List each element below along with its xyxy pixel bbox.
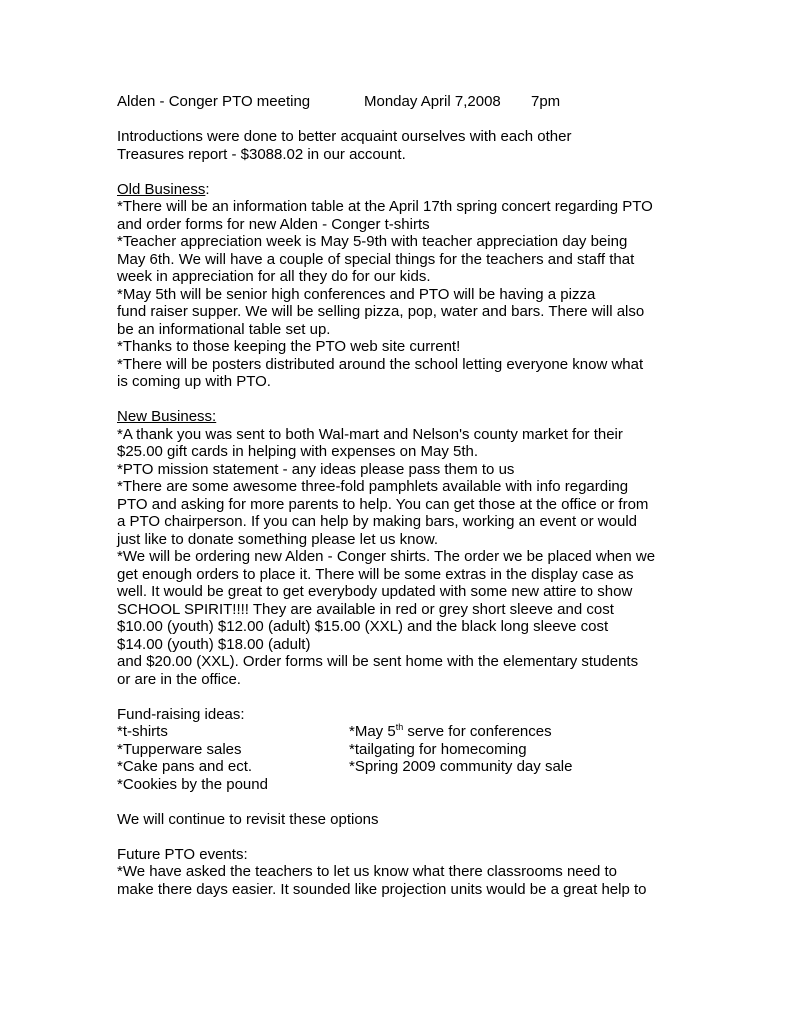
fundraising-idea: *t-shirts [117,723,168,740]
old-business-line: *There will be posters distributed around the school letting everyone know what [117,355,644,373]
fundraising-idea-part: serve for conferences [403,723,552,740]
new-business-line: *PTO mission statement - any ideas please pass them to us [117,460,515,478]
treasurer-report: Treasures report - $3088.02 in our account. [117,145,406,163]
fundraising-idea: *Cake pans and ect. [117,758,253,775]
ordinal-suffix: th [395,722,404,732]
old-business-heading [117,181,687,199]
fundraising-row [117,758,687,776]
revisit-note: We will continue to revisit these options [117,810,379,828]
old-business-line: be an informational table set up. [117,320,331,338]
old-business-line: fund raiser supper. We will be selling pizza, pop, water and bars. There will also [117,303,645,320]
fundraising-idea: *Cookies by the pound [117,775,268,793]
fundraising-idea: *Tupperware sales [117,740,242,758]
new-business-line: and $20.00 (XXL). Order forms will be sent home with the elementary students [117,653,639,670]
future-events-heading: Future PTO events: [117,845,248,863]
meeting-minutes [117,93,687,898]
old-business-line: *There will be an information table at the April 17th spring concert regarding PTO [117,198,653,215]
old-business-line: *Teacher appreciation week is May 5-9th with teacher appreciation day being [117,233,628,250]
new-business-line: *A thank you was sent to both Wal-mart and Nelson's county market for their [117,425,623,443]
old-business-line: and order forms for new Alden - Conger t-shirts [117,215,430,233]
future-events-line: make there days easier. It sounded like projection units would be a great help to [117,880,647,898]
new-business-line: or are in the office. [117,670,241,688]
old-business-heading-colon: : [205,180,210,198]
new-business-line: PTO and asking for more parents to help. You can get those at the office or from [117,495,649,513]
meeting-title: Alden - Conger PTO meeting [117,93,311,110]
fundraising-row [117,723,687,741]
new-business-line: $25.00 gift cards in helping with expenses on May 5th. [117,443,479,460]
old-business-line: May 6th. We will have a couple of special things for the teachers and staff that [117,250,635,268]
meeting-date: Monday April 7,2008 [364,93,501,110]
old-business-line: week in appreciation for all they do for our kids. [117,268,431,285]
old-business-heading-text: Old Business [117,180,206,198]
new-business-line: well. It would be great to get everybody updated with some new attire to show [117,583,633,600]
fundraising-idea-part: *May 5 [349,723,396,740]
fundraising-ideas-list [117,723,687,793]
fundraising-heading: Fund-raising ideas: [117,705,245,723]
fundraising-idea [349,723,552,741]
new-business-line: *There are some awesome three-fold pamphlets available with info regarding [117,478,629,495]
intro-line: Introductions were done to better acquaint ourselves with each other [117,128,572,145]
fundraising-idea: *Spring 2009 community day sale [349,758,573,775]
new-business-line: $14.00 (youth) $18.00 (adult) [117,635,311,653]
new-business-line: get enough orders to place it. There will be some extras in the display case as [117,565,634,583]
fundraising-row [117,776,687,794]
header-row [117,93,687,111]
old-business-line: *Thanks to those keeping the PTO web site current! [117,338,461,355]
new-business-line: just like to donate something please let us know. [117,530,439,548]
new-business-line: SCHOOL SPIRIT!!!! They are available in red or grey short sleeve and cost [117,600,614,618]
new-business-line: $10.00 (youth) $12.00 (adult) $15.00 (XXL) and the black long sleeve cost [117,618,609,635]
new-business-heading: New Business: [117,408,217,425]
old-business-line: *May 5th will be senior high conferences and PTO will be having a pizza [117,285,596,303]
future-events-line: *We have asked the teachers to let us know what there classrooms need to [117,863,617,880]
new-business-line: *We will be ordering new Alden - Conger shirts. The order we be placed when we [117,548,656,565]
meeting-time: 7pm [531,93,561,110]
fundraising-idea: *tailgating for homecoming [349,740,527,758]
old-business-line: is coming up with PTO. [117,373,271,390]
new-business-line: a PTO chairperson. If you can help by making bars, working an event or would [117,513,637,530]
fundraising-row [117,741,687,759]
